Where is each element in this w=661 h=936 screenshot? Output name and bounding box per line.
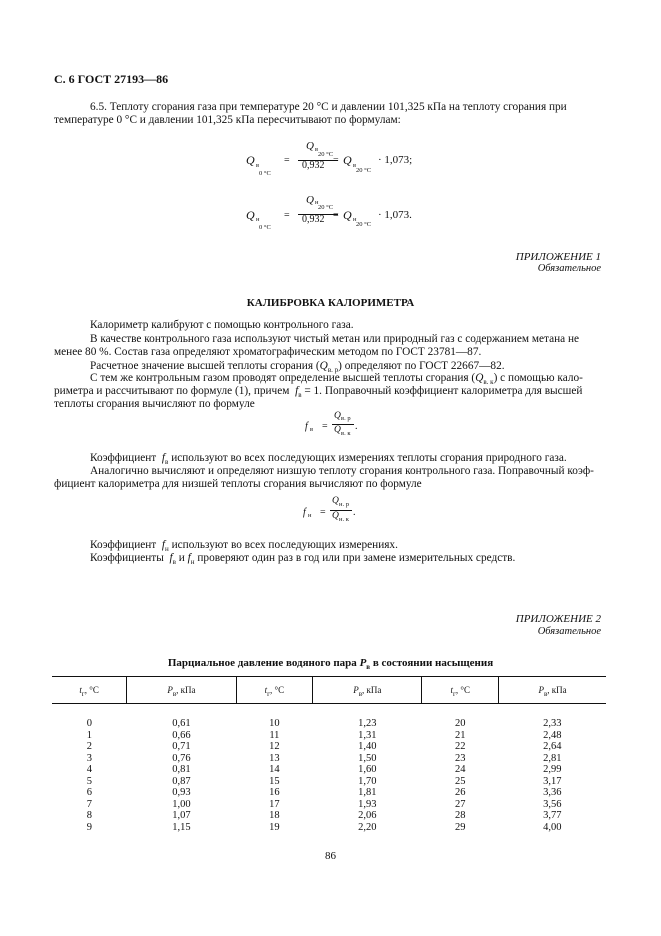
table-cell: 26 bbox=[455, 787, 466, 798]
table-cell: 1,07 bbox=[172, 810, 191, 821]
formula-1-lhs: Q bbox=[246, 153, 255, 167]
formula-2-lhs-sub: н bbox=[256, 216, 260, 223]
body-p7a: Коэффициент bbox=[90, 539, 157, 551]
table-cell: 6 bbox=[86, 787, 93, 798]
table-title-p-sub: в bbox=[366, 663, 371, 671]
header-unit: , °С bbox=[455, 685, 471, 695]
body-p4-line2 bbox=[54, 385, 582, 399]
body-p6a: Аналогично вычисляют и определяют низшую теплоту сгорания контрольного газа. Поправочный коэф- bbox=[90, 465, 594, 477]
table-cell: 7 bbox=[86, 798, 93, 810]
body-p4-line1 bbox=[90, 372, 583, 386]
header-sym: t bbox=[450, 685, 454, 695]
body-p8-and: и bbox=[178, 552, 185, 564]
formula-3-den-sub: в. к bbox=[341, 430, 351, 437]
body-p4b: ) с помощью кало- bbox=[493, 372, 583, 384]
table-cell: 11 bbox=[269, 729, 280, 741]
formula-2-lhs: Q bbox=[246, 208, 255, 222]
formula-1-eq2: = bbox=[333, 155, 339, 166]
formula-4-den-sub: н. к bbox=[339, 516, 349, 523]
formula-1-tail: · 1,073; bbox=[378, 154, 413, 166]
body-p4d: = 1. Поправочный коэффициент калориметра для высшей bbox=[304, 385, 583, 397]
body-p7b: используют во всех последующих измерениях. bbox=[171, 539, 398, 551]
formula-2-lhs-sub2: 0 °С bbox=[259, 224, 271, 231]
table-cell: 1,00 bbox=[172, 798, 191, 810]
body-p1: Калориметр калибруют с помощью контрольного газа. bbox=[90, 319, 354, 331]
table-cell: 29 bbox=[455, 821, 466, 833]
table-cell: 0,76 bbox=[172, 752, 191, 764]
body-p5 bbox=[90, 452, 567, 466]
header-sub: в bbox=[172, 690, 177, 698]
formula-3-tail: . bbox=[355, 421, 358, 432]
table-cell: 14 bbox=[269, 764, 280, 775]
body-p8-f1: f bbox=[169, 552, 173, 564]
table-cell: 1,81 bbox=[358, 787, 377, 798]
table-cell: 10 bbox=[269, 718, 280, 729]
header-unit: , кПа bbox=[547, 685, 567, 695]
appendix-2-type: Обязательное bbox=[537, 626, 601, 637]
table-cell: 3 bbox=[86, 752, 93, 764]
body-p4-q: Q bbox=[475, 372, 484, 384]
table-row bbox=[52, 753, 606, 765]
appendix-2-label: ПРИЛОЖЕНИЕ 2 bbox=[515, 613, 601, 625]
table-cell: 3,17 bbox=[543, 775, 562, 787]
header-cell bbox=[52, 677, 127, 704]
table-title bbox=[0, 657, 661, 669]
table-cell: 18 bbox=[269, 810, 280, 821]
formula-2-den: 0,932 bbox=[302, 214, 325, 225]
body-p5-fsub: в bbox=[165, 458, 169, 466]
formula-2-num-sub: н bbox=[315, 199, 319, 206]
table-row bbox=[52, 730, 606, 742]
table-cell: 2,20 bbox=[358, 821, 377, 833]
table-cell: 1,23 bbox=[358, 718, 377, 729]
body-p3-sub: в. р bbox=[327, 366, 339, 374]
formula-2-rhs: Q bbox=[343, 208, 352, 222]
body-p8-f2: f bbox=[187, 552, 191, 564]
formula-3-lhs: f bbox=[305, 421, 308, 432]
formula-1-den: 0,932 bbox=[302, 160, 325, 171]
header-cell bbox=[499, 677, 606, 704]
formula-2-eq: = bbox=[284, 210, 290, 221]
formula-4-tail: . bbox=[353, 507, 356, 518]
table-cell: 23 bbox=[455, 752, 466, 764]
formula-2-rhs-sub2: 20 °С bbox=[356, 221, 372, 228]
section-6-5-line1: 6.5. Теплоту сгорания газа при температуре 20 °С и давлении 101,325 кПа на теплоту сгорания при bbox=[90, 101, 567, 113]
table-cell: 0 bbox=[86, 718, 93, 729]
formula-1-num-sub: в bbox=[315, 146, 319, 153]
table-header-row bbox=[52, 677, 606, 704]
header-sub: г bbox=[267, 690, 271, 698]
page-number: 86 bbox=[325, 850, 336, 862]
table-row bbox=[52, 822, 606, 834]
table-cell: 4 bbox=[86, 764, 93, 775]
table-cell: 1,60 bbox=[358, 764, 377, 775]
table-cell: 28 bbox=[455, 810, 466, 821]
body-p8-f1sub: в bbox=[172, 558, 176, 566]
table-row bbox=[52, 764, 606, 776]
table-title-a: Парциальное давление водяного пара bbox=[167, 657, 357, 669]
table-cell: 2,81 bbox=[543, 752, 562, 764]
formula-1-num-sub2: 20 °С bbox=[318, 151, 334, 158]
formula-1-num: Q bbox=[306, 140, 314, 152]
table-row bbox=[52, 704, 606, 730]
header-cell bbox=[422, 677, 499, 704]
table-cell: 1,93 bbox=[358, 798, 377, 810]
section-title-calibration: КАЛИБРОВКА КАЛОРИМЕТРА bbox=[246, 297, 415, 309]
table-cell: 1,15 bbox=[172, 821, 191, 833]
formula-1-lhs-sub: в bbox=[256, 162, 260, 169]
table-cell: 0,61 bbox=[172, 718, 191, 729]
table-cell: 19 bbox=[269, 821, 280, 833]
header-sym: t bbox=[264, 685, 268, 695]
body-p4c: риметра и рассчитывают по формуле (1), причем bbox=[54, 385, 290, 397]
body-p3-q: Q bbox=[319, 360, 328, 372]
table-title-b: в состоянии насыщения bbox=[372, 657, 494, 669]
formula-2-rhs-sub: н bbox=[353, 216, 357, 223]
header-sym: t bbox=[79, 685, 82, 695]
table-cell: 15 bbox=[269, 775, 280, 787]
table-cell: 1 bbox=[86, 729, 93, 741]
table-cell: 3,56 bbox=[543, 798, 562, 810]
table-row bbox=[52, 741, 606, 753]
table-cell: 13 bbox=[269, 752, 280, 764]
table-cell: 9 bbox=[86, 821, 93, 833]
table-cell: 2,06 bbox=[358, 810, 377, 821]
header-sym: P bbox=[538, 685, 544, 695]
document-header: С. 6 ГОСТ 27193—86 bbox=[54, 72, 169, 86]
table-cell: 25 bbox=[455, 775, 466, 787]
table-cell: 27 bbox=[455, 798, 466, 810]
formula-1-rhs-sub2: 20 °С bbox=[356, 167, 372, 174]
header-sub: в bbox=[543, 690, 548, 698]
table-cell: 2 bbox=[86, 741, 93, 752]
formula-2-num-sub2: 20 °С bbox=[318, 204, 334, 211]
body-p2b: менее 80 %. Состав газа определяют хроматографическим методом по ГОСТ 23781—87. bbox=[54, 346, 482, 358]
body-p4-f: f bbox=[295, 385, 299, 397]
header-cell bbox=[313, 677, 422, 704]
table-row bbox=[52, 799, 606, 811]
header-sub: в bbox=[358, 690, 363, 698]
formula-4-lhs-sub: н bbox=[308, 512, 312, 519]
vapor-pressure-table bbox=[52, 676, 606, 833]
table-cell: 1,50 bbox=[358, 752, 377, 764]
header-unit: , кПа bbox=[362, 685, 382, 695]
table-title-p: P bbox=[359, 657, 367, 669]
formula-4-lhs: f bbox=[303, 507, 306, 518]
formula-4-num: Q bbox=[332, 496, 339, 506]
formula-2-num: Q bbox=[306, 194, 314, 206]
table-cell: 2,33 bbox=[543, 718, 562, 729]
table-cell: 8 bbox=[86, 810, 93, 821]
header-sub: г bbox=[453, 690, 456, 698]
formula-3-eq: = bbox=[322, 421, 328, 432]
body-p5a: Коэффициент bbox=[90, 452, 157, 464]
body-p3a: Расчетное значение высшей теплоты сгорания ( bbox=[90, 360, 320, 372]
table-row bbox=[52, 776, 606, 788]
body-p7 bbox=[90, 539, 398, 553]
table-cell: 17 bbox=[269, 798, 280, 810]
body-p8-f2sub: н bbox=[190, 558, 195, 566]
table-cell: 16 bbox=[269, 787, 280, 798]
table-body bbox=[52, 704, 606, 834]
formula-3-lhs-sub: в bbox=[310, 426, 314, 433]
formula-1-rhs: Q bbox=[343, 153, 352, 167]
body-p3b: ) определяют по ГОСТ 22667—82. bbox=[338, 360, 505, 372]
body-p7-fsub: н bbox=[165, 545, 169, 553]
table-cell: 1,70 bbox=[358, 775, 377, 787]
header-sym: P bbox=[353, 685, 359, 695]
body-p5-f: f bbox=[161, 452, 166, 464]
body-p4-sub: в. к bbox=[483, 378, 494, 386]
body-p4-fsub: в bbox=[298, 391, 302, 399]
formula-2-tail: · 1,073. bbox=[378, 209, 412, 221]
appendix-1-label: ПРИЛОЖЕНИЕ 1 bbox=[515, 251, 601, 263]
appendix-1-type: Обязательное bbox=[537, 263, 601, 274]
table-cell: 4,00 bbox=[543, 821, 562, 833]
table-cell: 2,99 bbox=[543, 764, 562, 775]
table-cell: 24 bbox=[455, 764, 466, 775]
header-sub: г bbox=[81, 690, 85, 698]
formula-3-num: Q bbox=[334, 411, 341, 421]
table-cell: 2,64 bbox=[543, 741, 562, 752]
table-cell: 5 bbox=[86, 775, 93, 787]
section-6-5-line2: температуре 0 °С и давлении 101,325 кПа пересчитывают по формулам: bbox=[54, 114, 401, 126]
header-cell bbox=[127, 677, 236, 704]
body-p7-f: f bbox=[161, 539, 166, 551]
table-cell: 1,40 bbox=[358, 741, 377, 752]
body-p4e: теплоты сгорания вычисляют по формуле bbox=[54, 398, 255, 410]
table-cell: 12 bbox=[269, 741, 280, 752]
header-unit: , °С bbox=[270, 685, 285, 695]
formula-3-num-sub: в. р bbox=[341, 415, 351, 422]
body-p8 bbox=[90, 552, 515, 566]
table-cell: 22 bbox=[455, 741, 466, 752]
header-unit: , °С bbox=[84, 685, 99, 695]
formula-3-den: Q bbox=[334, 425, 341, 435]
body-p2a: В качестве контрольного газа используют чистый метан или природный газ с содержанием метана не bbox=[90, 333, 580, 345]
formula-4-eq: = bbox=[320, 507, 326, 518]
formula-1-lhs-sub2: 0 °С bbox=[259, 170, 271, 177]
formula-2-eq2: = bbox=[333, 210, 339, 221]
header-cell bbox=[236, 677, 313, 704]
table-cell: 0,87 bbox=[172, 775, 191, 787]
body-p8b: проверяют один раз в год или при замене измерительных средств. bbox=[197, 552, 516, 564]
formula-4-num-sub: н. р bbox=[339, 501, 349, 508]
body-p4a: С тем же контрольным газом проводят определение высшей теплоты сгорания ( bbox=[90, 372, 476, 384]
table-cell: 1,31 bbox=[358, 729, 377, 741]
table-cell: 21 bbox=[455, 729, 466, 741]
table-cell: 2,48 bbox=[543, 729, 562, 741]
body-p6b: фициент калориметра для низшей теплоты сгорания вычисляют по формуле bbox=[54, 478, 422, 490]
formula-4-den: Q bbox=[332, 511, 339, 521]
table-row bbox=[52, 787, 606, 799]
table-cell: 0,81 bbox=[172, 764, 191, 775]
table-cell: 3,77 bbox=[543, 810, 562, 821]
body-p5b: используют во всех последующих измерениях теплоты сгорания природного газа. bbox=[171, 452, 567, 464]
table-cell: 0,93 bbox=[172, 787, 191, 798]
table-row bbox=[52, 810, 606, 822]
header-unit: , кПа bbox=[176, 685, 196, 695]
table-cell: 0,71 bbox=[172, 741, 191, 752]
body-p8a: Коэффициенты bbox=[90, 552, 164, 564]
table-cell: 3,36 bbox=[543, 787, 562, 798]
formula-1-rhs-sub: в bbox=[353, 162, 357, 169]
table-cell: 0,66 bbox=[172, 729, 191, 741]
formula-1-eq: = bbox=[284, 155, 290, 166]
table-cell: 20 bbox=[455, 718, 466, 729]
header-sym: P bbox=[167, 685, 173, 695]
